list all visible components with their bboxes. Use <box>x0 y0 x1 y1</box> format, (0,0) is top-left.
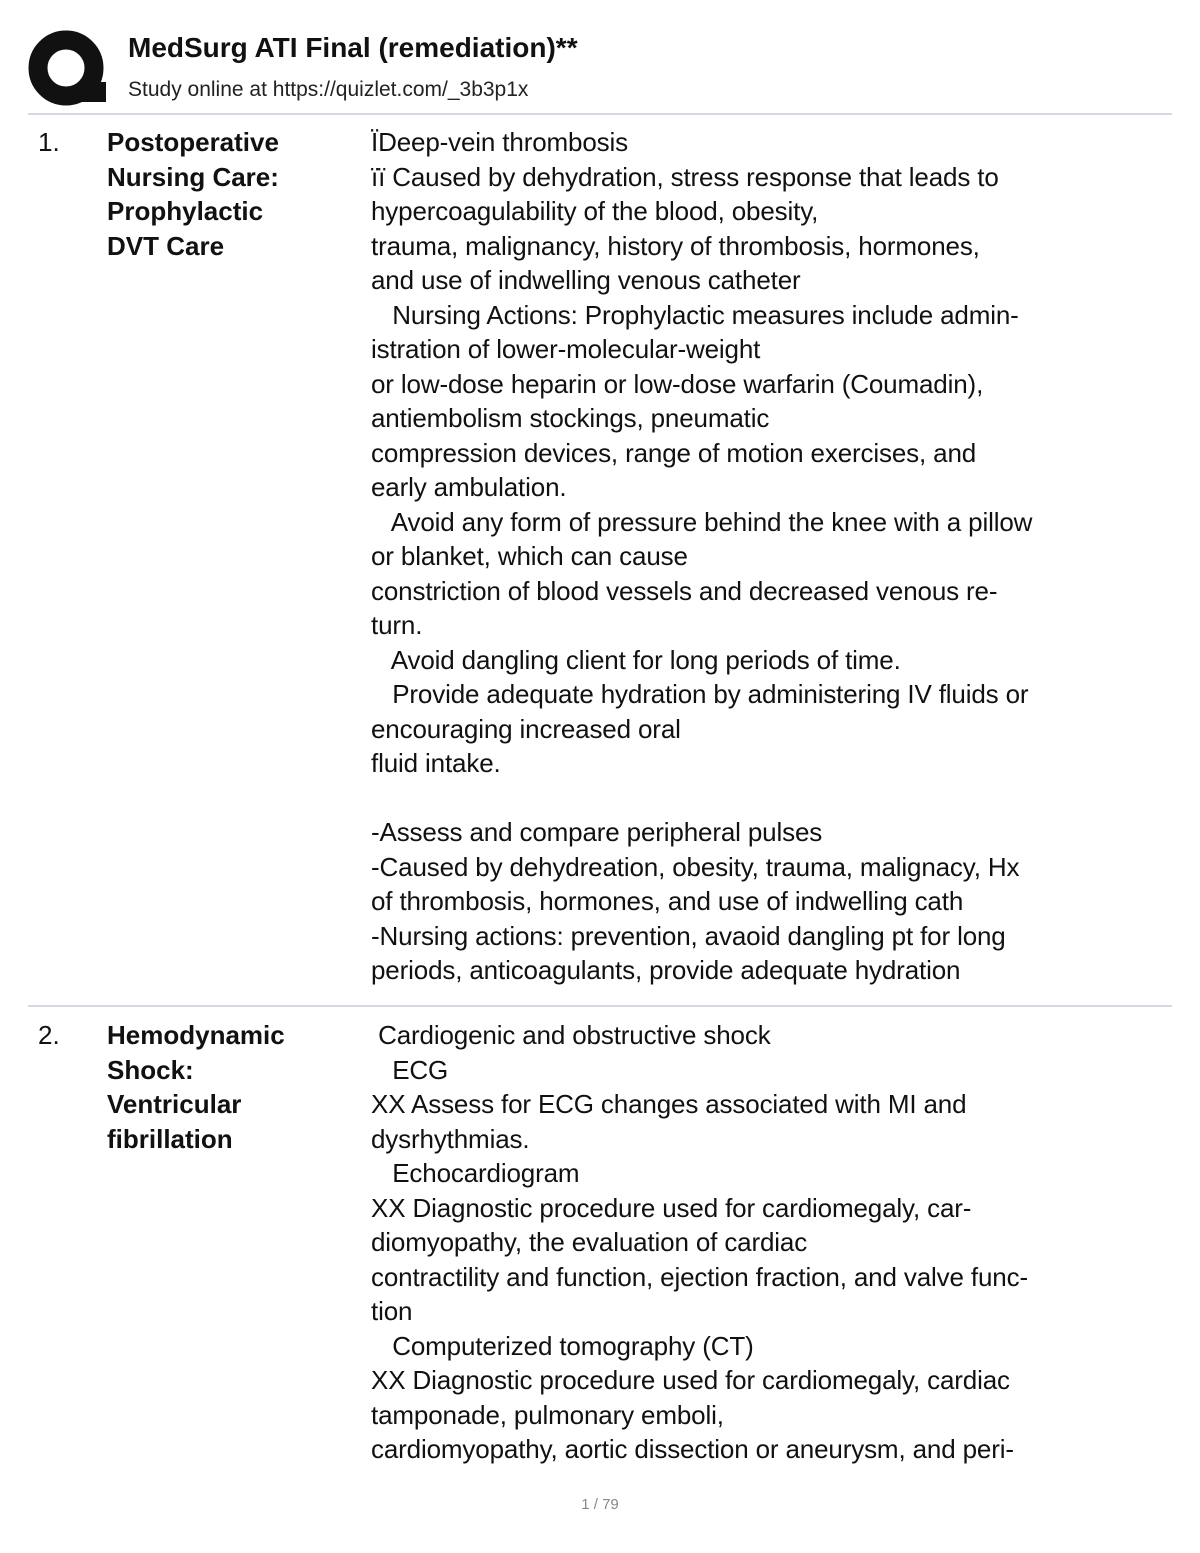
definition-line: hypercoagulability of the blood, obesity, <box>371 196 819 226</box>
card-term: Postoperative Nursing Care: Prophylactic DVT Care <box>107 127 279 261</box>
definition-line: Avoid dangling client for long periods of time. <box>371 644 901 675</box>
definition-line: Echocardiogram <box>371 1158 580 1188</box>
quizlet-logo-icon <box>28 30 108 110</box>
definition-line: compression devices, range of motion exercises, and <box>371 437 977 468</box>
definition-line: or blanket, which can cause <box>371 541 688 571</box>
card-term: Hemodynamic Shock: Ventricular fibrillation <box>107 1020 285 1154</box>
definition-line: of thrombosis, hormones, and use of indwelling cath <box>371 886 964 916</box>
definition-line: diomyopathy, the evaluation of cardiac <box>371 1227 808 1257</box>
definition-line: encouraging increased oral <box>371 713 681 744</box>
definition-line: cardiomyopathy, aortic dissection or aneurysm, and peri- <box>371 1434 1014 1464</box>
definition-line: -Caused by dehydreation, obesity, trauma, malignacy, Hx <box>371 851 1020 882</box>
definition-line: -Nursing actions: prevention, avaoid dangling pt for long <box>371 920 1006 951</box>
document-title: MedSurg ATI Final (remediation)** <box>128 32 578 63</box>
definition-line: XX Diagnostic procedure used for cardiomegaly, car- <box>371 1192 972 1223</box>
card-definition <box>371 1018 1176 1467</box>
definition-line: XX Assess for ECG changes associated with MI and <box>371 1089 967 1119</box>
definition-line: Cardiogenic and obstructive shock <box>371 1020 771 1050</box>
definition-line: istration of lower-molecular-weight <box>371 334 761 364</box>
study-online-link[interactable]: Study online at https://quizlet.com/_3b3p1x <box>128 78 529 101</box>
definition-line: trauma, malignancy, history of thrombosis, hormones, <box>371 230 980 261</box>
definition-line: Provide adequate hydration by administering IV fluids or <box>371 679 1029 709</box>
definition-line: constriction of blood vessels and decreased venous re- <box>371 575 998 606</box>
definition-line: tamponade, pulmonary emboli, <box>371 1399 724 1430</box>
definition-line: Avoid any form of pressure behind the knee with a pillow <box>371 506 1033 537</box>
definition-line: Nursing Actions: Prophylactic measures include admin- <box>371 299 1019 330</box>
card-divider <box>28 1005 1172 1007</box>
definition-line: ïï Caused by dehydration, stress response that leads to <box>371 161 999 192</box>
definition-line: antiembolism stockings, pneumatic <box>371 403 770 433</box>
flashcard-1 <box>28 125 1178 995</box>
card-number: 2. <box>38 1020 60 1050</box>
document-header <box>28 26 1178 116</box>
definition-line: early ambulation. <box>371 472 567 502</box>
card-definition <box>371 125 1176 988</box>
definition-line: tion <box>371 1296 413 1326</box>
definition-line: and use of indwelling venous catheter <box>371 265 801 295</box>
page-number: 1 / 79 <box>581 1496 619 1513</box>
definition-line: ÏDeep-vein thrombosis <box>371 127 628 157</box>
header-divider <box>28 113 1172 115</box>
definition-line <box>371 781 1176 816</box>
card-number: 1. <box>38 127 60 157</box>
flashcard-2 <box>28 1018 1178 1478</box>
definition-line: or low-dose heparin or low-dose warfarin (Coumadin), <box>371 368 984 399</box>
definition-line: ECG <box>371 1054 449 1085</box>
definition-line: fluid intake. <box>371 748 501 778</box>
definition-line: XX Diagnostic procedure used for cardiomegaly, cardiac <box>371 1365 1010 1395</box>
definition-line: dysrhythmias. <box>371 1123 530 1154</box>
definition-line: Computerized tomography (CT) <box>371 1330 754 1361</box>
definition-line: -Assess and compare peripheral pulses <box>371 817 823 847</box>
definition-line: turn. <box>371 610 423 640</box>
definition-line: contractility and function, ejection fraction, and valve func- <box>371 1261 1028 1292</box>
definition-line: periods, anticoagulants, provide adequate hydration <box>371 955 961 985</box>
